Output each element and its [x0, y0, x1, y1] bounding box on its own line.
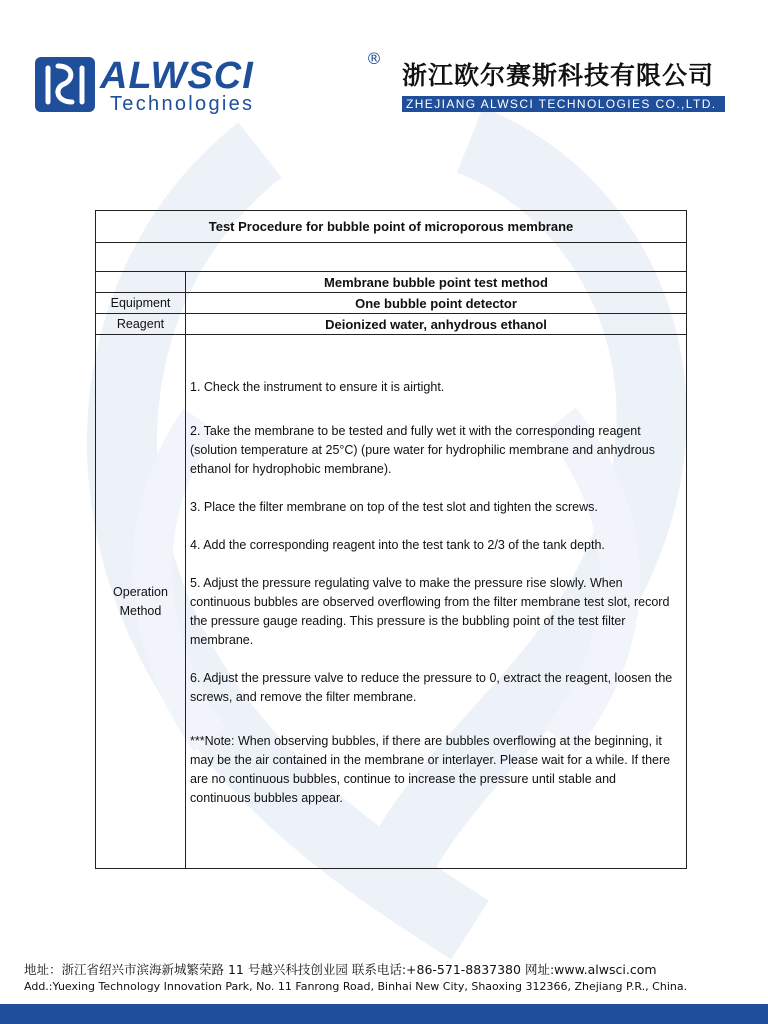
- step-6: 6. Adjust the pressure valve to reduce the pressure to 0, extract the reagent, loosen the screws, and remove the filter membrane.: [190, 671, 673, 704]
- equipment-label: Equipment: [96, 293, 186, 314]
- step-3: 3. Place the filter membrane on top of the test slot and tighten the screws.: [190, 500, 598, 514]
- operation-label-line1: Operation: [113, 584, 168, 599]
- footer-bar: [0, 1004, 768, 1024]
- procedure-table: [95, 210, 687, 869]
- footer-address-cn: 地址：浙江省绍兴市滨海新城繁荣路 11 号越兴科技创业园 联系电话:+86-571-8837380 网址:www.alwsci.com: [24, 962, 657, 977]
- footer-address-en: Add.:Yuexing Technology Innovation Park, No. 11 Fanrong Road, Binhai New City, Shaoxing 312366, Zhejiang P.R., China.: [24, 980, 688, 993]
- svg-text:ALWSCI: ALWSCI: [100, 55, 254, 97]
- svg-text:Technologies: Technologies: [110, 93, 255, 115]
- company-name-block: [402, 56, 725, 112]
- company-logo: [34, 48, 384, 116]
- step-1: 1. Check the instrument to ensure it is airtight.: [190, 380, 445, 394]
- method-label-cell: [96, 272, 186, 293]
- note: ***Note: When observing bubbles, if there are bubbles overflowing at the beginning, it may be the air contained in the membrane or interlayer. Please wait for a while. If there are no continuous bubbles, continue to increase the pressure until stable and continuous bubbles appear.: [190, 734, 671, 805]
- operation-steps: [186, 335, 687, 869]
- table-title: Test Procedure for bubble point of microporous membrane: [96, 211, 687, 243]
- reagent-label: Reagent: [96, 314, 186, 335]
- reagent-value: Deionized water, anhydrous ethanol: [186, 314, 687, 335]
- step-2: 2. Take the membrane to be tested and fully wet it with the corresponding reagent (solution temperature at 25°C) (pure water for hydrophilic membrane and anhydrous ethanol for hydrophobic membrane).: [190, 424, 655, 476]
- logo-mark-icon: [35, 57, 95, 112]
- operation-label-line2: Method: [119, 603, 162, 618]
- equipment-value: One bubble point detector: [186, 293, 687, 314]
- company-name-cn: 浙江欧尔赛斯科技有限公司: [402, 61, 715, 90]
- blank-row: [96, 243, 687, 272]
- step-5: 5. Adjust the pressure regulating valve to make the pressure rise slowly. When continuous bubbles are observed overflowing from the filter membrane test slot, record the pressure gauge reading. This pressure is the bubbling point of the test filter membrane.: [190, 576, 670, 647]
- svg-text:®: ®: [366, 49, 382, 68]
- method-name: Membrane bubble point test method: [186, 272, 687, 293]
- operation-method-label: [96, 335, 186, 869]
- step-4: 4. Add the corresponding reagent into the test tank to 2/3 of the tank depth.: [190, 538, 605, 552]
- company-name-en: ZHEJIANG ALWSCI TECHNOLOGIES CO.,LTD.: [402, 96, 725, 112]
